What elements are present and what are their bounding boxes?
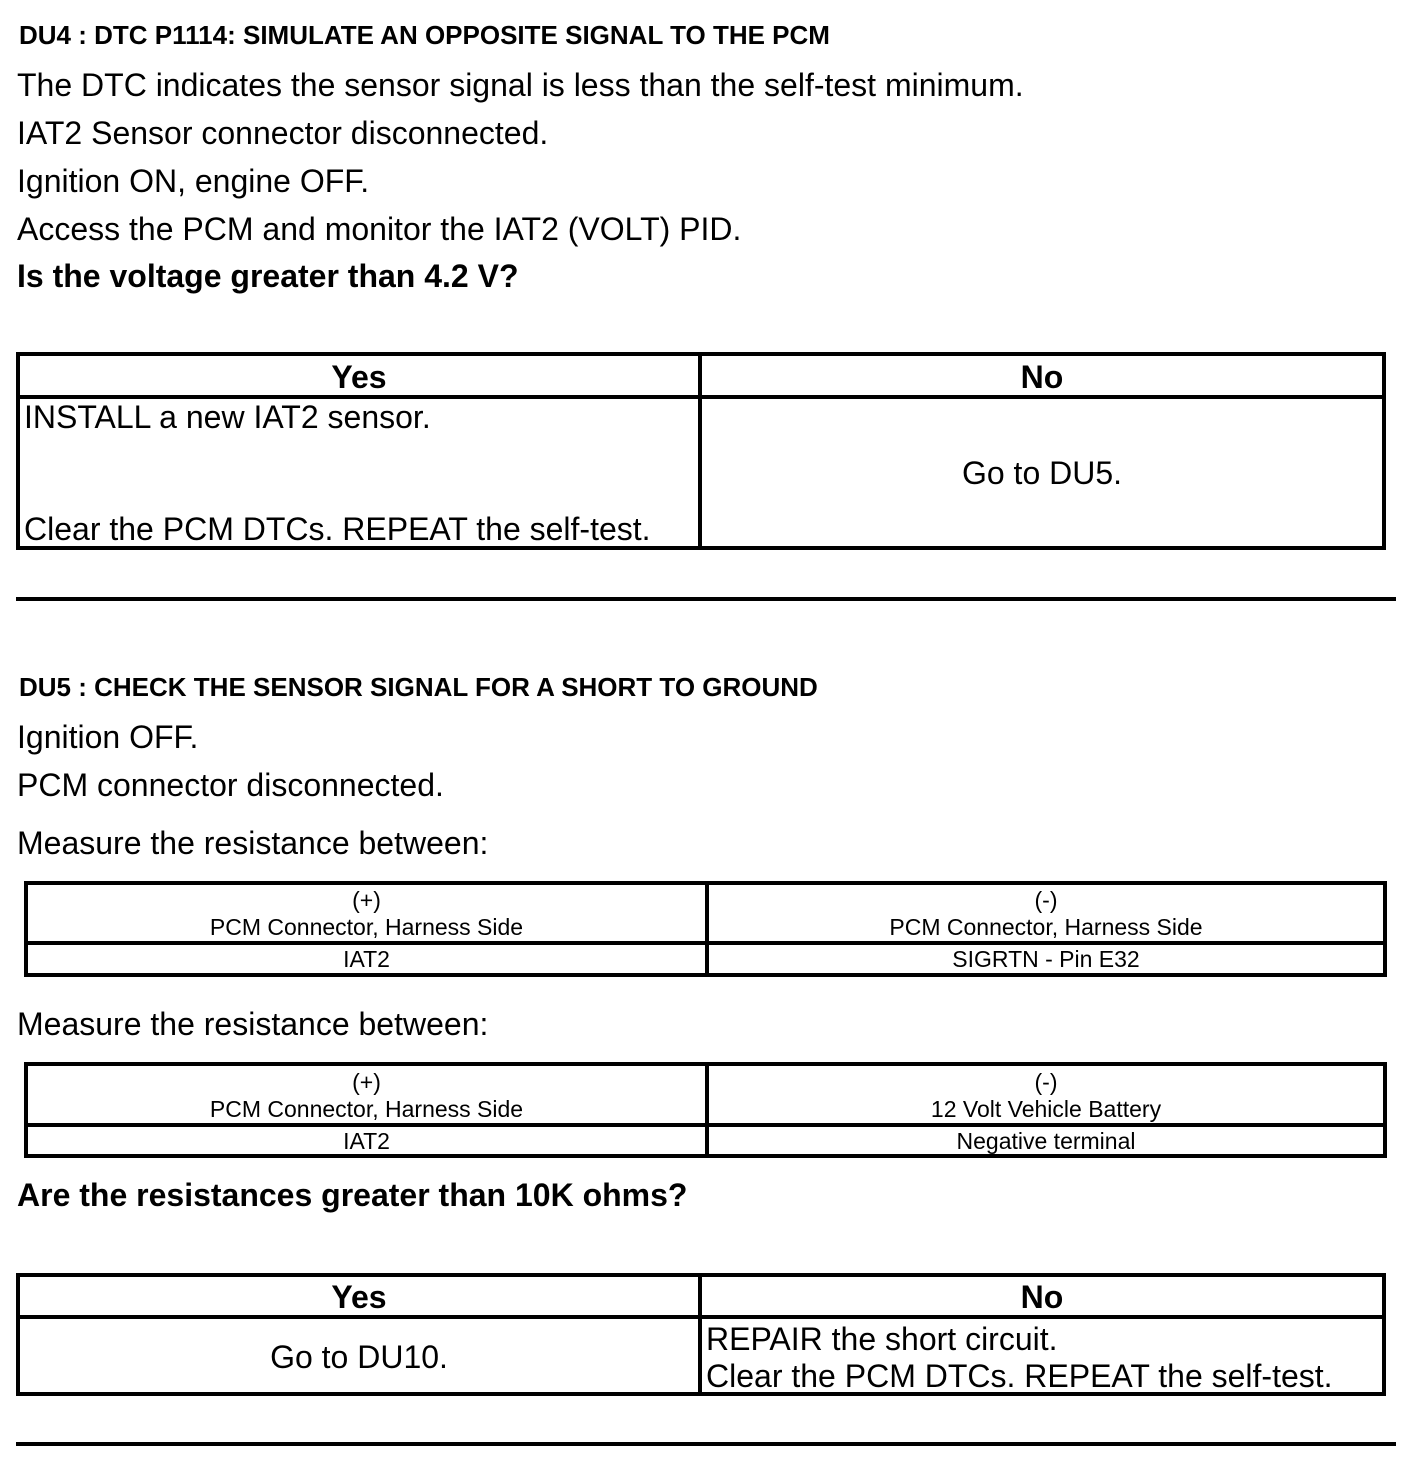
du4-yes-line-1: INSTALL a new IAT2 sensor. bbox=[24, 399, 431, 435]
du5-measure-table-1 bbox=[24, 881, 1387, 977]
du4-yes-header: Yes bbox=[331, 359, 387, 395]
du4-yes-line-2: Clear the PCM DTCs. REPEAT the self-test. bbox=[24, 511, 651, 547]
du4-heading: DU4 : DTC P1114: SIMULATE AN OPPOSITE SIGNAL TO THE PCM bbox=[19, 20, 830, 50]
section-divider-1 bbox=[16, 597, 1396, 601]
mt2-pos-sign: (+) bbox=[352, 1069, 381, 1095]
mt2-pos-value: IAT2 bbox=[343, 1128, 390, 1154]
du5-line-1: Ignition OFF. bbox=[17, 719, 199, 755]
mt1-neg-sign: (-) bbox=[1034, 887, 1058, 913]
section-divider-2 bbox=[16, 1442, 1396, 1446]
du5-no-line-1: REPAIR the short circuit. bbox=[706, 1321, 1058, 1357]
du4-no-header: No bbox=[1020, 359, 1064, 395]
du5-line-2: PCM connector disconnected. bbox=[17, 767, 444, 803]
du5-yes-header: Yes bbox=[331, 1279, 387, 1315]
mt2-neg-value: Negative terminal bbox=[956, 1128, 1136, 1154]
du4-result-table bbox=[16, 352, 1386, 550]
mt1-neg-value: SIGRTN - Pin E32 bbox=[952, 946, 1140, 972]
du5-measure-table-2 bbox=[24, 1062, 1387, 1158]
du5-question: Are the resistances greater than 10K ohms? bbox=[17, 1177, 688, 1213]
du4-line-1: The DTC indicates the sensor signal is less than the self-test minimum. bbox=[17, 67, 1024, 103]
du4-no-cell: Go to DU5. bbox=[961, 455, 1123, 491]
du5-heading: DU5 : CHECK THE SENSOR SIGNAL FOR A SHORT TO GROUND bbox=[19, 672, 818, 702]
mt2-neg-label: 12 Volt Vehicle Battery bbox=[930, 1096, 1162, 1122]
du5-no-line-2: Clear the PCM DTCs. REPEAT the self-test. bbox=[706, 1358, 1333, 1394]
mt1-pos-value: IAT2 bbox=[343, 946, 390, 972]
du4-line-3: Ignition ON, engine OFF. bbox=[17, 163, 370, 199]
du5-measure-label-2: Measure the resistance between: bbox=[17, 1006, 489, 1042]
du5-yes-cell: Go to DU10. bbox=[270, 1339, 448, 1375]
mt2-neg-sign: (-) bbox=[1034, 1069, 1058, 1095]
du4-question: Is the voltage greater than 4.2 V? bbox=[17, 258, 519, 294]
mt1-neg-label: PCM Connector, Harness Side bbox=[889, 914, 1203, 940]
du5-no-header: No bbox=[1020, 1279, 1064, 1315]
mt1-pos-label: PCM Connector, Harness Side bbox=[209, 914, 524, 940]
du4-line-4: Access the PCM and monitor the IAT2 (VOLT) PID. bbox=[17, 211, 742, 247]
du5-measure-label-1: Measure the resistance between: bbox=[17, 825, 489, 861]
mt1-pos-sign: (+) bbox=[352, 887, 381, 913]
mt2-pos-label: PCM Connector, Harness Side bbox=[209, 1096, 524, 1122]
du4-line-2: IAT2 Sensor connector disconnected. bbox=[17, 115, 549, 151]
du5-result-table bbox=[16, 1273, 1386, 1396]
